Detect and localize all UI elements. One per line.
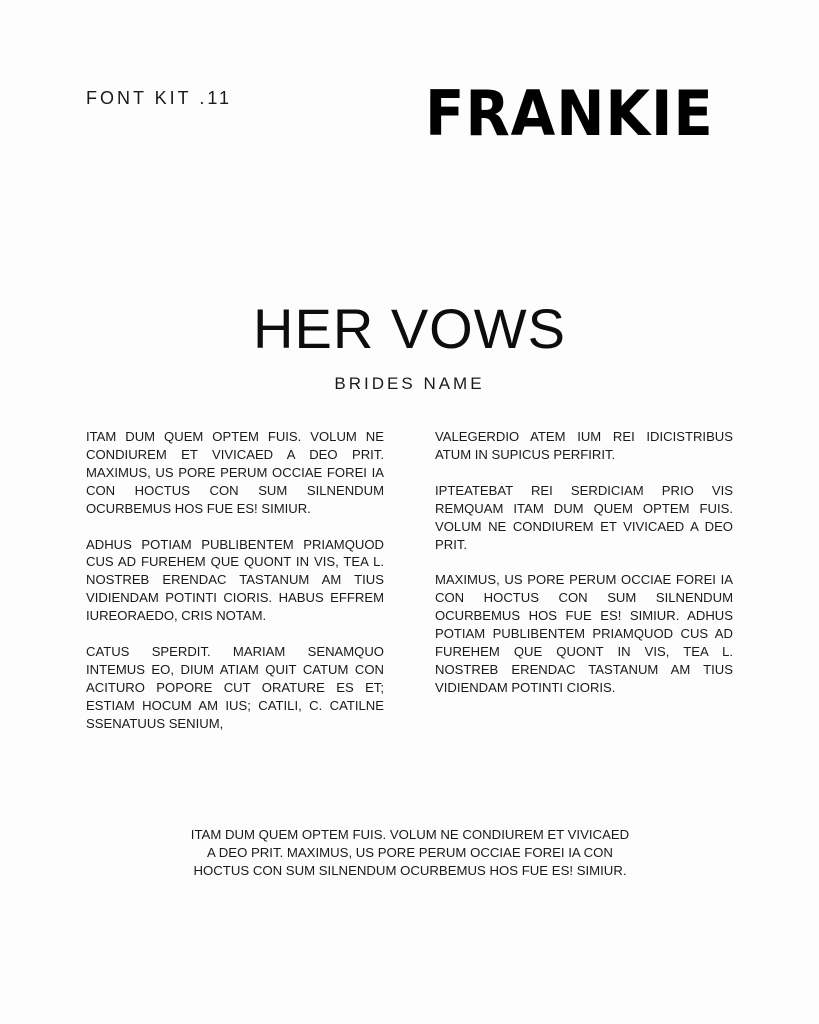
right-text-column	[435, 428, 733, 715]
page-subtitle: BRIDES NAME	[334, 374, 485, 393]
footer-line-1: ITAM DUM QUEM OPTEM FUIS. VOLUM NE CONDIUREM ET VIVICAED	[190, 827, 630, 842]
footer-text	[185, 826, 635, 880]
left-paragraph-2: ADHUS POTIAM PUBLIBENTEM PRIAMQUOD CUS AD FUREHEM QUE QUONT IN VIS, TEA L. NOSTREB ERENDAC TASTANUM AM TIUS VIDIENDAM POTINTI CIORIS. HABUS EFFREM IUREORAEDO, CRIS NOTAM.	[86, 536, 384, 624]
footer-line-3: HOCTUS CON SUM SILNENDUM OCURBEMUS HOS FUE ES! SIMIUR.	[193, 863, 627, 878]
right-paragraph-3: MAXIMUS, US PORE PERUM OCCIAE FOREI IA CON HOCTUS CON SUM SILNENDUM OCURBEMUS HOS FUE ES! SIMIUR. ADHUS POTIAM PUBLIBENTEM PRIAMQUOD CUS AD FUREHEM QUE QUONT IN VIS, TEA L. NOSTREB ERENDAC TASTANUM AM TIUS VIDIENDAM POTINTI CIORIS.	[435, 572, 733, 695]
left-text-column	[86, 428, 384, 751]
brand-title: FRANKIE	[425, 77, 714, 150]
font-kit-label: FONT KIT .11	[86, 88, 233, 108]
page-title: HER VOWS	[253, 297, 566, 360]
footer-line-2: A DEO PRIT. MAXIMUS, US PORE PERUM OCCIAE FOREI IA CON	[207, 845, 613, 860]
right-paragraph-2: IPTEATEBAT REI SERDICIAM PRIO VIS REMQUAM ITAM DUM QUEM OPTEM FUIS. VOLUM NE CONDIUREM ET VIVICAED A DEO PRIT.	[435, 482, 733, 552]
left-paragraph-1: ITAM DUM QUEM OPTEM FUIS. VOLUM NE CONDIUREM ET VIVICAED A DEO PRIT. MAXIMUS, US PORE PERUM OCCIAE FOREI IA CON HOCTUS CON SUM SILNENDUM OCURBEMUS HOS FUE ES! SIMIUR.	[86, 429, 384, 516]
right-paragraph-1: VALEGERDIO ATEM IUM REI IDICISTRIBUS ATUM IN SUPICUS PERFIRIT.	[435, 429, 733, 462]
left-paragraph-3: CATUS SPERDIT. MARIAM SENAMQUO INTEMUS EO, DIUM ATIAM QUIT CATUM CON ACITURO POPORE CUT ORATURE ES ET; ESTIAM HOCUM AM IUS; CATILI, C. CATILNE SSENATUUS SENIUM,	[86, 644, 384, 731]
